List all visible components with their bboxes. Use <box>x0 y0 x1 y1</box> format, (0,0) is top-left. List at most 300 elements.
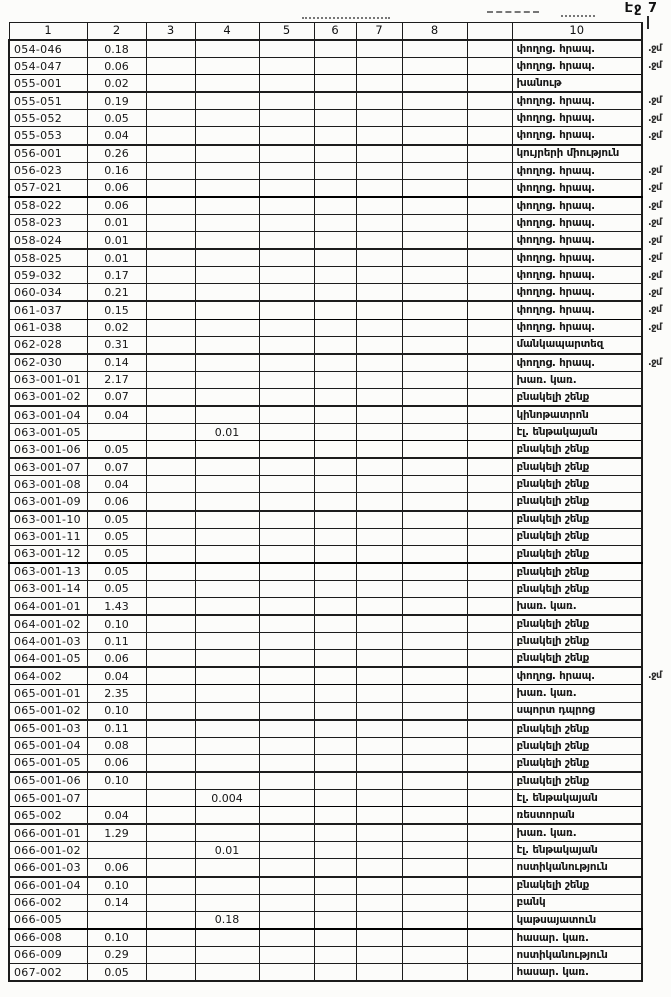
cell-area-col4 <box>195 127 259 145</box>
cell-col6 <box>314 685 356 702</box>
cell-area-col4: 0.01 <box>195 842 259 859</box>
cell-usage-label: բնակելի շենք <box>512 615 642 633</box>
cell-area-col4 <box>195 720 259 738</box>
cell-col3 <box>146 946 195 963</box>
cell-parcel-code: 063-001-12 <box>9 545 87 563</box>
cell-col5 <box>259 650 314 668</box>
column-header-5: 5 <box>259 23 314 41</box>
cell-col8 <box>402 963 467 981</box>
cell-area-col2: 0.07 <box>87 388 146 406</box>
cell-col9 <box>467 580 512 597</box>
cell-col3 <box>146 232 195 250</box>
cell-col5 <box>259 963 314 981</box>
margin-fragment <box>642 615 668 633</box>
cell-col5 <box>259 528 314 545</box>
cell-usage-label: փողոց. հրապ. <box>512 58 642 75</box>
cell-col8 <box>402 162 467 179</box>
cell-parcel-code: 061-037 <box>9 301 87 319</box>
cell-area-col4 <box>195 441 259 459</box>
cell-area-col2: 0.06 <box>87 58 146 75</box>
cell-col9 <box>467 424 512 441</box>
cell-col8 <box>402 110 467 127</box>
cell-usage-label: փողոց. հրապ. <box>512 40 642 58</box>
cell-parcel-code: 063-001-05 <box>9 424 87 441</box>
scan-artifact <box>487 11 539 13</box>
cell-col9 <box>467 633 512 650</box>
table-row <box>9 145 668 163</box>
cell-col8 <box>402 911 467 929</box>
table-row <box>9 545 668 563</box>
margin-fragment: .ջմ <box>648 252 662 264</box>
cell-col3 <box>146 145 195 163</box>
cell-parcel-code: 065-001-03 <box>9 720 87 738</box>
margin-fragment <box>642 842 668 859</box>
cell-col7 <box>356 319 402 336</box>
cell-parcel-code: 066-005 <box>9 911 87 929</box>
cell-col7 <box>356 754 402 772</box>
cell-col7 <box>356 75 402 93</box>
cell-col8 <box>402 772 467 790</box>
cell-parcel-code: 066-001-01 <box>9 824 87 842</box>
cell-col6 <box>314 754 356 772</box>
cell-usage-label: խառ. կառ. <box>512 371 642 388</box>
cell-col6 <box>314 145 356 163</box>
margin-fragment <box>642 145 668 163</box>
cell-col5 <box>259 720 314 738</box>
margin-fragment <box>642 336 668 354</box>
cell-area-col4 <box>195 214 259 231</box>
cell-col3 <box>146 40 195 58</box>
cell-col6 <box>314 267 356 284</box>
cell-col8 <box>402 354 467 372</box>
cell-area-col2: 0.11 <box>87 633 146 650</box>
cell-col5 <box>259 354 314 372</box>
cell-col6 <box>314 40 356 58</box>
cell-area-col4 <box>195 807 259 825</box>
table-row <box>9 737 668 754</box>
cell-col8 <box>402 371 467 388</box>
cell-col7 <box>356 493 402 511</box>
cell-col8 <box>402 859 467 877</box>
cell-area-col2: 0.10 <box>87 702 146 720</box>
cell-col3 <box>146 702 195 720</box>
cell-col8 <box>402 946 467 963</box>
margin-fragment <box>642 790 668 807</box>
cell-col9 <box>467 388 512 406</box>
cell-usage-label: բնակելի շենք <box>512 388 642 406</box>
cell-col6 <box>314 545 356 563</box>
cell-parcel-code: 063-001-14 <box>9 580 87 597</box>
margin-fragment <box>642 493 668 511</box>
cell-area-col4 <box>195 633 259 650</box>
cell-col6 <box>314 476 356 493</box>
cell-parcel-code: 055-052 <box>9 110 87 127</box>
cell-area-col2: 0.05 <box>87 110 146 127</box>
cell-col5 <box>259 824 314 842</box>
cell-col3 <box>146 963 195 981</box>
cell-area-col4 <box>195 388 259 406</box>
table-row <box>9 859 668 877</box>
cell-col3 <box>146 197 195 215</box>
table-row <box>9 493 668 511</box>
cell-col8 <box>402 511 467 529</box>
cell-area-col2 <box>87 911 146 929</box>
cell-area-col4 <box>195 40 259 58</box>
cell-col3 <box>146 214 195 231</box>
cell-col5 <box>259 336 314 354</box>
cell-area-col2: 0.26 <box>87 145 146 163</box>
cell-usage-label: փողոց. հրապ. <box>512 267 642 284</box>
cell-col9 <box>467 563 512 581</box>
cell-col7 <box>356 824 402 842</box>
cell-parcel-code: 063-001-10 <box>9 511 87 529</box>
cell-col5 <box>259 929 314 947</box>
cell-col7 <box>356 772 402 790</box>
cell-col3 <box>146 441 195 459</box>
margin-fragment: .ջմ <box>648 304 662 316</box>
cell-col7 <box>356 371 402 388</box>
cell-col7 <box>356 301 402 319</box>
cell-col6 <box>314 877 356 895</box>
margin-fragment <box>642 859 668 877</box>
margin-fragment: .ջմ <box>648 43 662 55</box>
cell-col5 <box>259 598 314 616</box>
table-row <box>9 824 668 842</box>
cell-col9 <box>467 145 512 163</box>
cell-col3 <box>146 598 195 616</box>
cell-usage-label: հասար. կառ. <box>512 929 642 947</box>
cell-col6 <box>314 493 356 511</box>
cell-col3 <box>146 319 195 336</box>
cell-col5 <box>259 75 314 93</box>
cell-col9 <box>467 40 512 58</box>
cell-area-col2: 0.05 <box>87 528 146 545</box>
table-row <box>9 319 668 336</box>
cell-usage-label: սպորտ դպրոց <box>512 702 642 720</box>
cell-col5 <box>259 214 314 231</box>
cell-col7 <box>356 963 402 981</box>
cell-usage-label: բնակելի շենք <box>512 441 642 459</box>
cell-col6 <box>314 58 356 75</box>
cell-col5 <box>259 842 314 859</box>
cell-area-col4 <box>195 772 259 790</box>
cell-col7 <box>356 232 402 250</box>
cell-col3 <box>146 458 195 476</box>
cell-col7 <box>356 702 402 720</box>
cell-area-col2: 0.01 <box>87 214 146 231</box>
cell-parcel-code: 062-028 <box>9 336 87 354</box>
cell-parcel-code: 057-021 <box>9 179 87 197</box>
margin-fragment <box>642 807 668 825</box>
cell-col5 <box>259 458 314 476</box>
cell-usage-label: մանկապարտեզ <box>512 336 642 354</box>
cell-col9 <box>467 963 512 981</box>
cell-col7 <box>356 127 402 145</box>
cell-usage-label: բնակելի շենք <box>512 511 642 529</box>
cell-usage-label: փողոց. հրապ. <box>512 232 642 250</box>
cell-col7 <box>356 214 402 231</box>
cell-parcel-code: 063-001-11 <box>9 528 87 545</box>
cell-area-col2: 0.06 <box>87 650 146 668</box>
cell-parcel-code: 064-002 <box>9 667 87 685</box>
margin-fragment: .ջմ <box>648 321 662 333</box>
margin-fragment <box>642 75 668 93</box>
cell-area-col4 <box>195 249 259 267</box>
cell-area-col2: 0.15 <box>87 301 146 319</box>
cell-col8 <box>402 75 467 93</box>
cell-area-col2: 0.06 <box>87 859 146 877</box>
cell-col9 <box>467 545 512 563</box>
cell-col8 <box>402 476 467 493</box>
cell-area-col2: 0.06 <box>87 197 146 215</box>
cell-usage-label: բնակելի շենք <box>512 476 642 493</box>
cell-col6 <box>314 737 356 754</box>
cell-area-col4 <box>195 877 259 895</box>
cell-area-col4 <box>195 75 259 93</box>
margin-fragment: .ջմ <box>648 182 662 194</box>
cell-col7 <box>356 667 402 685</box>
cell-col8 <box>402 667 467 685</box>
margin-fragment: .ջմ <box>648 234 662 246</box>
cell-area-col2: 0.10 <box>87 615 146 633</box>
cell-area-col4 <box>195 92 259 110</box>
cell-col8 <box>402 842 467 859</box>
cell-area-col2: 2.35 <box>87 685 146 702</box>
table-row <box>9 894 668 911</box>
cell-col7 <box>356 92 402 110</box>
margin-fragment <box>642 963 668 981</box>
cell-area-col2: 0.10 <box>87 929 146 947</box>
cell-area-col2: 0.05 <box>87 963 146 981</box>
cell-col5 <box>259 807 314 825</box>
margin-fragment <box>642 563 668 581</box>
cell-col3 <box>146 493 195 511</box>
cell-col8 <box>402 737 467 754</box>
cell-area-col4 <box>195 336 259 354</box>
cell-col6 <box>314 441 356 459</box>
cell-col6 <box>314 911 356 929</box>
cell-area-col4 <box>195 110 259 127</box>
cell-parcel-code: 058-024 <box>9 232 87 250</box>
cell-col6 <box>314 929 356 947</box>
cell-col9 <box>467 267 512 284</box>
table-row <box>9 877 668 895</box>
cell-area-col4 <box>195 301 259 319</box>
cell-col7 <box>356 284 402 302</box>
table-row <box>9 301 668 319</box>
cell-col6 <box>314 162 356 179</box>
cell-col8 <box>402 388 467 406</box>
cell-col8 <box>402 894 467 911</box>
cell-col9 <box>467 842 512 859</box>
cell-col5 <box>259 424 314 441</box>
cell-parcel-code: 066-008 <box>9 929 87 947</box>
cell-col6 <box>314 458 356 476</box>
margin-fragment <box>642 598 668 616</box>
cell-parcel-code: 063-001-06 <box>9 441 87 459</box>
cell-usage-label: կաթսայատուն <box>512 911 642 929</box>
cell-parcel-code: 058-025 <box>9 249 87 267</box>
cell-col6 <box>314 772 356 790</box>
cell-area-col4: 0.004 <box>195 790 259 807</box>
cell-col9 <box>467 301 512 319</box>
cell-col7 <box>356 249 402 267</box>
cell-parcel-code: 064-001-03 <box>9 633 87 650</box>
table-row <box>9 354 668 372</box>
cell-usage-label: խառ. կառ. <box>512 598 642 616</box>
cell-parcel-code: 066-009 <box>9 946 87 963</box>
cell-area-col4 <box>195 824 259 842</box>
cell-area-col2: 0.06 <box>87 179 146 197</box>
cell-usage-label: բնակելի շենք <box>512 458 642 476</box>
cell-col9 <box>467 929 512 947</box>
cell-col5 <box>259 511 314 529</box>
cell-usage-label: փողոց. հրապ. <box>512 354 642 372</box>
cell-col6 <box>314 633 356 650</box>
margin-fragment <box>642 894 668 911</box>
cell-area-col2: 0.14 <box>87 894 146 911</box>
cell-col5 <box>259 737 314 754</box>
margin-fragment: .ջմ <box>648 670 662 682</box>
cell-col5 <box>259 545 314 563</box>
cell-area-col4 <box>195 354 259 372</box>
cell-area-col2: 0.05 <box>87 545 146 563</box>
cell-col8 <box>402 563 467 581</box>
cell-parcel-code: 063-001-13 <box>9 563 87 581</box>
cell-col6 <box>314 615 356 633</box>
cell-area-col2: 2.17 <box>87 371 146 388</box>
page-number: Էջ 7 <box>624 1 658 16</box>
cell-col7 <box>356 267 402 284</box>
cell-usage-label: բանկ <box>512 894 642 911</box>
margin-fragment <box>642 702 668 720</box>
cell-usage-label: փողոց. հրապ. <box>512 92 642 110</box>
cell-col7 <box>356 633 402 650</box>
cell-area-col4 <box>195 528 259 545</box>
cell-usage-label: բնակելի շենք <box>512 737 642 754</box>
margin-fragment: .ջմ <box>648 269 662 281</box>
cell-parcel-code: 063-001-07 <box>9 458 87 476</box>
cell-usage-label: փողոց. հրապ. <box>512 284 642 302</box>
cell-col9 <box>467 458 512 476</box>
margin-fragment: .ջմ <box>648 199 662 211</box>
cell-col3 <box>146 511 195 529</box>
cell-col7 <box>356 388 402 406</box>
cell-col7 <box>356 615 402 633</box>
cell-parcel-code: 058-022 <box>9 197 87 215</box>
cell-col3 <box>146 267 195 284</box>
cell-area-col2 <box>87 790 146 807</box>
cell-col6 <box>314 406 356 424</box>
cell-col8 <box>402 424 467 441</box>
cell-col6 <box>314 894 356 911</box>
cell-col5 <box>259 301 314 319</box>
cell-col5 <box>259 946 314 963</box>
cell-col9 <box>467 232 512 250</box>
cell-col8 <box>402 197 467 215</box>
table-row <box>9 371 668 388</box>
margin-fragment: .ջմ <box>648 60 662 72</box>
cell-col6 <box>314 720 356 738</box>
cell-area-col4 <box>195 458 259 476</box>
cell-col9 <box>467 754 512 772</box>
cell-area-col4 <box>195 267 259 284</box>
cell-area-col2: 0.05 <box>87 441 146 459</box>
cell-col9 <box>467 685 512 702</box>
cell-parcel-code: 056-001 <box>9 145 87 163</box>
cell-col5 <box>259 92 314 110</box>
cell-col6 <box>314 946 356 963</box>
table-body <box>9 40 668 981</box>
cell-usage-label: փողոց. հրապ. <box>512 179 642 197</box>
cell-col3 <box>146 563 195 581</box>
cell-col9 <box>467 772 512 790</box>
cell-area-col2: 0.02 <box>87 319 146 336</box>
table-row <box>9 40 668 58</box>
cell-col8 <box>402 685 467 702</box>
cell-col9 <box>467 877 512 895</box>
cell-usage-label: բնակելի շենք <box>512 545 642 563</box>
cell-parcel-code: 055-051 <box>9 92 87 110</box>
cell-col5 <box>259 40 314 58</box>
table-row <box>9 110 668 127</box>
margin-fragment <box>642 650 668 668</box>
cell-usage-label: բնակելի շենք <box>512 772 642 790</box>
cell-area-col2: 0.04 <box>87 667 146 685</box>
margin-fragment: .ջմ <box>648 286 662 298</box>
cell-area-col4 <box>195 859 259 877</box>
cell-area-col4 <box>195 145 259 163</box>
cell-col6 <box>314 249 356 267</box>
cell-usage-label: խառ. կառ. <box>512 685 642 702</box>
column-header-2: 2 <box>87 23 146 41</box>
cell-col6 <box>314 824 356 842</box>
cell-col6 <box>314 179 356 197</box>
cell-col5 <box>259 110 314 127</box>
table-row <box>9 179 668 197</box>
cell-area-col4 <box>195 929 259 947</box>
cell-parcel-code: 059-032 <box>9 267 87 284</box>
table-row <box>9 702 668 720</box>
cell-area-col2: 0.16 <box>87 162 146 179</box>
cell-col3 <box>146 580 195 597</box>
cell-col9 <box>467 894 512 911</box>
cell-parcel-code: 055-001 <box>9 75 87 93</box>
margin-fragment <box>642 946 668 963</box>
cell-col9 <box>467 720 512 738</box>
cell-parcel-code: 063-001-08 <box>9 476 87 493</box>
cell-area-col2: 0.04 <box>87 807 146 825</box>
margin-fragment <box>642 737 668 754</box>
cell-area-col2: 0.05 <box>87 511 146 529</box>
cell-col9 <box>467 249 512 267</box>
cell-col3 <box>146 75 195 93</box>
cell-col5 <box>259 754 314 772</box>
cell-col6 <box>314 127 356 145</box>
cell-col6 <box>314 75 356 93</box>
cell-col6 <box>314 371 356 388</box>
cell-col9 <box>467 336 512 354</box>
cell-col9 <box>467 598 512 616</box>
cell-col8 <box>402 807 467 825</box>
cell-area-col4 <box>195 894 259 911</box>
cell-col5 <box>259 493 314 511</box>
cell-parcel-code: 065-002 <box>9 807 87 825</box>
cell-area-col4 <box>195 650 259 668</box>
table-row <box>9 790 668 807</box>
cell-area-col4 <box>195 371 259 388</box>
column-header-7: 7 <box>356 23 402 41</box>
